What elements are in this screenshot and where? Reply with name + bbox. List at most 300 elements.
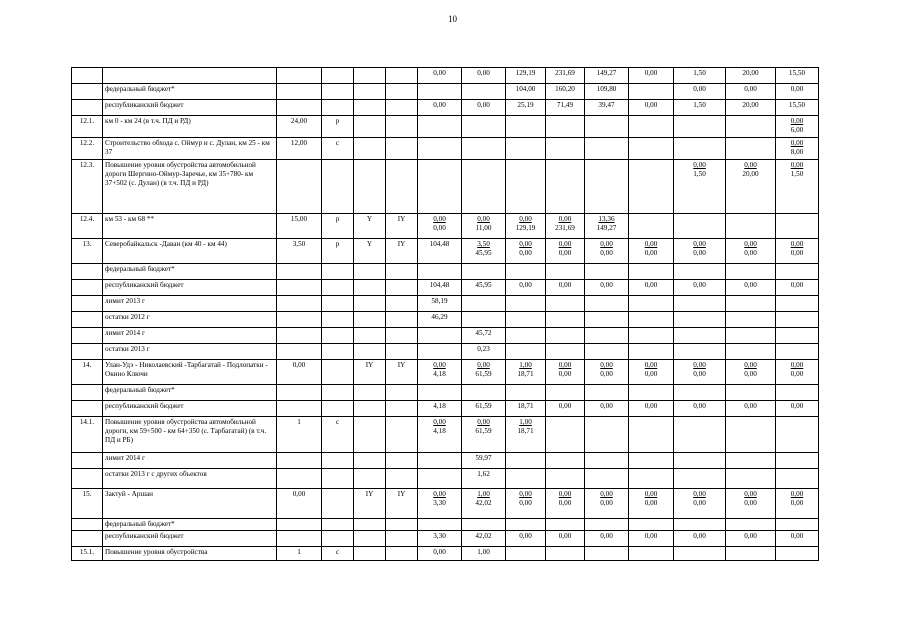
cell-value: 0,00: [693, 85, 706, 93]
row-index: [72, 84, 103, 100]
category-cell: [322, 360, 354, 385]
value-cell: [462, 453, 506, 469]
value-cell: [674, 214, 726, 239]
value-cell: [674, 547, 726, 561]
cell-value: 0,00: [433, 215, 446, 223]
cell-value: 0,00: [790, 240, 804, 248]
value-cell: [629, 264, 674, 280]
category-cell: р: [322, 239, 354, 264]
cell-value: 0,00: [600, 370, 613, 378]
value-cell: [776, 328, 819, 344]
value-cell: [776, 531, 819, 547]
value-cell: [418, 84, 462, 100]
type-cell: [386, 401, 418, 417]
category-cell: [322, 84, 354, 100]
cell-value: 0,00: [600, 532, 613, 540]
table-row: [72, 68, 819, 84]
category-cell: р: [322, 214, 354, 239]
value-cell: [726, 453, 776, 469]
cell-value: 61,59: [475, 427, 492, 435]
cell-value: 0,00: [558, 490, 572, 498]
value-cell: [585, 160, 629, 214]
type-cell: [386, 100, 418, 116]
value-cell: [726, 84, 776, 100]
value-cell: [506, 280, 546, 296]
cell-value: 0,00: [790, 117, 804, 125]
value-cell: [462, 160, 506, 214]
cell-value: 0,00: [558, 281, 572, 289]
value-cell: [629, 489, 674, 519]
type-cell: [354, 328, 386, 344]
type-cell: [386, 84, 418, 100]
length-cell: [277, 312, 322, 328]
value-cell: [462, 280, 506, 296]
value-cell: [726, 296, 776, 312]
row-index: [72, 264, 103, 280]
cell-value: 0,00: [558, 370, 572, 378]
cell-value: 0,00: [600, 499, 613, 507]
value-cell: [418, 469, 462, 489]
value-cell: [585, 84, 629, 100]
value-cell: [674, 160, 726, 214]
cell-value: 0,00: [790, 85, 804, 93]
value-cell: [585, 264, 629, 280]
value-cell: [776, 519, 819, 531]
length-cell: [277, 385, 322, 401]
cell-value: 4,18: [433, 427, 446, 435]
value-cell: [726, 385, 776, 401]
value-cell: [462, 116, 506, 138]
cell-value: 0,00: [558, 499, 572, 507]
budget-table: [71, 67, 819, 561]
value-cell: [506, 68, 546, 84]
value-cell: [506, 312, 546, 328]
row-name: лимит 2013 г: [103, 296, 277, 312]
row-index: [72, 68, 103, 84]
row-name: федеральный бюджет*: [103, 385, 277, 401]
table-row: [72, 100, 819, 116]
value-cell: [629, 401, 674, 417]
category-cell: [322, 328, 354, 344]
value-cell: [546, 489, 585, 519]
value-cell: [546, 453, 585, 469]
type-cell: [354, 469, 386, 489]
type-cell: [386, 453, 418, 469]
type-cell: [354, 344, 386, 360]
cell-value: 0,00: [744, 85, 757, 93]
value-cell: [418, 160, 462, 214]
row-name: республиканский бюджет: [103, 100, 277, 116]
cell-value: 0,00: [693, 370, 706, 378]
value-cell: [629, 360, 674, 385]
cell-value: 0,23: [477, 345, 490, 353]
row-index: [72, 385, 103, 401]
table-row: [72, 360, 819, 385]
cell-value: 0,00: [790, 161, 804, 169]
cell-value: 0,00: [600, 402, 613, 410]
cell-value: 0,00: [790, 490, 804, 498]
cell-value: 129,19: [515, 69, 536, 77]
category-cell: [322, 344, 354, 360]
cell-value: 0,00: [693, 532, 706, 540]
table-row: [72, 531, 819, 547]
value-cell: [674, 453, 726, 469]
value-cell: [506, 328, 546, 344]
length-cell: [277, 68, 322, 84]
value-cell: [776, 344, 819, 360]
cell-value: 20,00: [742, 170, 759, 178]
cell-value: 3,50: [477, 240, 490, 248]
row-name: остатки 2012 г: [103, 312, 277, 328]
type-cell: [354, 453, 386, 469]
cell-value: 0,00: [790, 249, 804, 257]
cell-value: 46,29: [431, 313, 448, 321]
value-cell: [776, 401, 819, 417]
cell-value: 20,00: [742, 101, 759, 109]
table-row: [72, 296, 819, 312]
value-cell: [585, 312, 629, 328]
value-cell: [585, 239, 629, 264]
value-cell: [418, 328, 462, 344]
value-cell: [418, 519, 462, 531]
cell-value: 0,00: [477, 361, 490, 369]
row-index: [72, 296, 103, 312]
length-cell: [277, 344, 322, 360]
value-cell: [629, 214, 674, 239]
value-cell: [418, 453, 462, 469]
cell-value: 71,49: [556, 101, 574, 109]
value-cell: [546, 469, 585, 489]
table-row: [72, 138, 819, 160]
value-cell: [776, 489, 819, 519]
value-cell: [462, 344, 506, 360]
value-cell: [776, 84, 819, 100]
type-cell: IY: [386, 360, 418, 385]
cell-value: 0,00: [693, 499, 706, 507]
value-cell: [776, 417, 819, 453]
cell-value: 0,00: [693, 161, 706, 169]
cell-value: 61,59: [475, 370, 492, 378]
value-cell: [674, 385, 726, 401]
value-cell: [674, 531, 726, 547]
cell-value: 0,00: [790, 370, 804, 378]
cell-value: 45,95: [475, 281, 492, 289]
row-name: остатки 2013 г: [103, 344, 277, 360]
cell-value: 15,50: [788, 101, 806, 109]
table-row: [72, 385, 819, 401]
cell-value: 59,97: [475, 454, 492, 462]
row-name: Строительство обхода с. Оймур и с. Дулан, км 25 - км 37: [103, 138, 277, 160]
value-cell: [674, 239, 726, 264]
value-cell: [674, 138, 726, 160]
value-cell: [776, 312, 819, 328]
value-cell: [546, 100, 585, 116]
value-cell: [462, 239, 506, 264]
cell-value: 149,27: [596, 224, 617, 232]
cell-value: 45,95: [475, 249, 492, 257]
value-cell: [418, 385, 462, 401]
type-cell: Y: [354, 239, 386, 264]
cell-value: 0,00: [744, 249, 757, 257]
table-row: [72, 489, 819, 519]
value-cell: [546, 280, 585, 296]
value-cell: [418, 138, 462, 160]
cell-value: 58,19: [431, 297, 448, 305]
table-row: [72, 214, 819, 239]
row-name: Повышение уровня обустройства автомобильной дороги Шергино-Оймур-Заречье, км 35+780- км 37+502 (с. Дулан) (в т.ч. ПД и РД): [103, 160, 277, 214]
value-cell: [462, 401, 506, 417]
type-cell: [354, 296, 386, 312]
type-cell: [386, 264, 418, 280]
value-cell: [726, 469, 776, 489]
type-cell: [354, 280, 386, 296]
type-cell: [386, 469, 418, 489]
value-cell: [776, 296, 819, 312]
value-cell: [776, 100, 819, 116]
cell-value: 11,00: [475, 224, 492, 232]
type-cell: [354, 160, 386, 214]
value-cell: [674, 328, 726, 344]
table-row: [72, 116, 819, 138]
row-name: Северобайкальск -Даван (км 40 - км 44): [103, 239, 277, 264]
length-cell: [277, 469, 322, 489]
cell-value: 0,00: [519, 281, 532, 289]
table-row: [72, 417, 819, 453]
type-cell: [354, 547, 386, 561]
table-row: [72, 239, 819, 264]
value-cell: [418, 312, 462, 328]
value-cell: [546, 160, 585, 214]
row-index: [72, 453, 103, 469]
value-cell: [585, 385, 629, 401]
value-cell: [585, 296, 629, 312]
value-cell: [629, 84, 674, 100]
type-cell: [386, 344, 418, 360]
cell-value: 0,00: [644, 532, 658, 540]
category-cell: [322, 160, 354, 214]
value-cell: [546, 84, 585, 100]
value-cell: [674, 312, 726, 328]
cell-value: 0,00: [433, 548, 446, 556]
value-cell: [506, 489, 546, 519]
row-name: остатки 2013 г с других объектов: [103, 469, 277, 489]
cell-value: 18,71: [517, 370, 534, 378]
table-row: [72, 344, 819, 360]
value-cell: [776, 385, 819, 401]
cell-value: 1,50: [790, 170, 804, 178]
value-cell: [418, 417, 462, 453]
row-name: [103, 68, 277, 84]
category-cell: [322, 68, 354, 84]
value-cell: [726, 344, 776, 360]
length-cell: 24,00: [277, 116, 322, 138]
cell-value: 18,71: [517, 427, 534, 435]
cell-value: 129,19: [515, 224, 536, 232]
value-cell: [462, 100, 506, 116]
cell-value: 1,62: [477, 470, 490, 478]
value-cell: [726, 116, 776, 138]
value-cell: [674, 344, 726, 360]
value-cell: [585, 344, 629, 360]
cell-value: 0,00: [744, 370, 757, 378]
value-cell: [506, 116, 546, 138]
value-cell: [506, 417, 546, 453]
value-cell: [462, 84, 506, 100]
value-cell: [585, 328, 629, 344]
value-cell: [674, 84, 726, 100]
row-index: [72, 312, 103, 328]
row-name: Повышение уровня обустройства автомобильной дороги, км 59+500 - км 64+350 (с. Тарбагатай) (в т.ч. ПД и РБ): [103, 417, 277, 453]
value-cell: [546, 312, 585, 328]
value-cell: [546, 344, 585, 360]
cell-value: 0,00: [519, 490, 532, 498]
value-cell: [418, 360, 462, 385]
cell-value: 0,00: [558, 240, 572, 248]
type-cell: [386, 385, 418, 401]
value-cell: [506, 214, 546, 239]
value-cell: [462, 328, 506, 344]
row-name: Улан-Удэ - Николаевский -Тарбагатай - Подлопатки - Окино Ключи: [103, 360, 277, 385]
cell-value: 0,00: [558, 249, 572, 257]
row-name: лимит 2014 г: [103, 328, 277, 344]
row-index: [72, 100, 103, 116]
cell-value: 0,00: [644, 101, 658, 109]
cell-value: 0,00: [744, 281, 757, 289]
value-cell: [585, 519, 629, 531]
cell-value: 0,00: [477, 69, 490, 77]
row-index: [72, 519, 103, 531]
value-cell: [585, 280, 629, 296]
value-cell: [506, 531, 546, 547]
length-cell: 15,00: [277, 214, 322, 239]
cell-value: 3,30: [433, 532, 446, 540]
row-name: федеральный бюджет*: [103, 84, 277, 100]
value-cell: [629, 519, 674, 531]
length-cell: 3,50: [277, 239, 322, 264]
length-cell: [277, 84, 322, 100]
value-cell: [418, 280, 462, 296]
type-cell: [354, 68, 386, 84]
type-cell: [354, 519, 386, 531]
length-cell: 0,00: [277, 360, 322, 385]
table-row: [72, 469, 819, 489]
value-cell: [674, 489, 726, 519]
value-cell: [585, 531, 629, 547]
cell-value: 0,00: [693, 402, 706, 410]
type-cell: [354, 116, 386, 138]
value-cell: [629, 280, 674, 296]
table-row: [72, 280, 819, 296]
cell-value: 4,18: [433, 402, 446, 410]
cell-value: 0,00: [519, 249, 532, 257]
cell-value: 104,00: [515, 85, 536, 93]
value-cell: [546, 296, 585, 312]
value-cell: [726, 417, 776, 453]
value-cell: [546, 239, 585, 264]
value-cell: [506, 519, 546, 531]
value-cell: [462, 264, 506, 280]
type-cell: [354, 264, 386, 280]
category-cell: [322, 280, 354, 296]
value-cell: [726, 160, 776, 214]
length-cell: [277, 100, 322, 116]
value-cell: [585, 469, 629, 489]
value-cell: [726, 239, 776, 264]
cell-value: 0,00: [644, 361, 658, 369]
value-cell: [418, 547, 462, 561]
row-index: 12.1.: [72, 116, 103, 138]
value-cell: [585, 547, 629, 561]
category-cell: [322, 519, 354, 531]
value-cell: [585, 214, 629, 239]
value-cell: [726, 138, 776, 160]
cell-value: 1,00: [477, 490, 490, 498]
category-cell: [322, 453, 354, 469]
value-cell: [776, 138, 819, 160]
cell-value: 231,69: [555, 69, 575, 77]
value-cell: [462, 489, 506, 519]
value-cell: [629, 239, 674, 264]
row-name: Повышение уровня обустройства: [103, 547, 277, 561]
value-cell: [418, 531, 462, 547]
value-cell: [629, 344, 674, 360]
length-cell: [277, 296, 322, 312]
length-cell: [277, 531, 322, 547]
cell-value: 104,48: [429, 240, 450, 248]
value-cell: [585, 489, 629, 519]
type-cell: [386, 116, 418, 138]
cell-value: 0,00: [790, 402, 804, 410]
value-cell: [674, 116, 726, 138]
cell-value: 0,00: [519, 532, 532, 540]
value-cell: [418, 401, 462, 417]
cell-value: 0,00: [744, 499, 757, 507]
value-cell: [462, 68, 506, 84]
cell-value: 149,27: [596, 69, 617, 77]
value-cell: [674, 296, 726, 312]
value-cell: [418, 100, 462, 116]
cell-value: 109,80: [596, 85, 617, 93]
value-cell: [776, 116, 819, 138]
value-cell: [506, 100, 546, 116]
category-cell: [322, 264, 354, 280]
table-row: [72, 160, 819, 214]
cell-value: 0,00: [558, 532, 572, 540]
value-cell: [674, 280, 726, 296]
cell-value: 45,72: [475, 329, 492, 337]
type-cell: [386, 531, 418, 547]
table-body: [72, 68, 819, 561]
value-cell: [546, 547, 585, 561]
row-name: федеральный бюджет*: [103, 519, 277, 531]
type-cell: [386, 547, 418, 561]
value-cell: [546, 417, 585, 453]
row-index: [72, 328, 103, 344]
value-cell: [418, 489, 462, 519]
value-cell: [726, 531, 776, 547]
value-cell: [462, 360, 506, 385]
value-cell: [776, 160, 819, 214]
type-cell: [386, 296, 418, 312]
category-cell: с: [322, 547, 354, 561]
page-number: 10: [448, 14, 457, 24]
value-cell: [506, 453, 546, 469]
row-index: 14.1.: [72, 417, 103, 453]
cell-value: 0,00: [693, 240, 706, 248]
cell-value: 0,00: [519, 215, 532, 223]
value-cell: [546, 360, 585, 385]
value-cell: [776, 68, 819, 84]
